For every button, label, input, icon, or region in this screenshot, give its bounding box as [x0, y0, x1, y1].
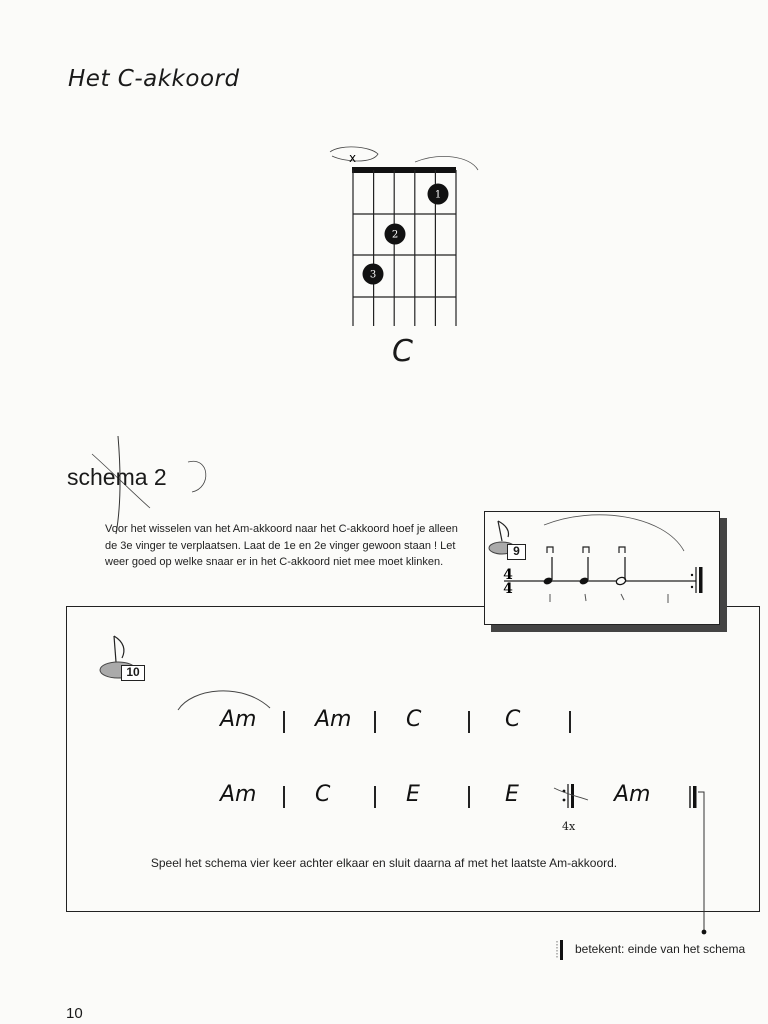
finger-number: 1: [434, 189, 442, 201]
strum-down-symbols: [547, 547, 625, 553]
muted-string-marker: x: [349, 151, 357, 165]
chord-symbol: Am: [315, 707, 352, 732]
repeat-sign: [552, 780, 592, 814]
track-number-badge: 10: [121, 665, 145, 681]
finger-number: 3: [369, 269, 377, 281]
track-number-badge: 9: [507, 544, 526, 560]
end-barline-symbol: [552, 938, 572, 962]
frets: [353, 214, 456, 297]
schema-intro: Voor het wisselen van het Am-akkoord naar het C-akkoord hoef je alleen de 3e vinger te verplaatsen. Laat de 1e en 2e vinger gewoon staan ! Let weer goed op welke snaar er in het C-akkoord niet mee moet klinken.: [105, 523, 458, 568]
barline: [283, 786, 285, 808]
chord-symbol: C: [505, 707, 521, 732]
leader-dot: [702, 930, 707, 935]
rhythm-notation: [484, 511, 720, 625]
chord-symbol: E: [505, 782, 519, 807]
repeat-end-barline: [691, 567, 703, 593]
chord-symbol: E: [406, 782, 420, 807]
chord-symbol: Am: [220, 782, 257, 807]
time-signature-top: 4: [503, 567, 513, 583]
barline: [468, 711, 470, 733]
chord-symbol: C: [315, 782, 331, 807]
finger-dot-3: [363, 264, 384, 285]
schema-title: schema 2: [67, 464, 167, 490]
pencil-scribble: [544, 515, 684, 551]
chord-symbol: Am: [220, 707, 257, 732]
quarter-note: [579, 557, 590, 586]
page-title: Het C-akkoord: [68, 66, 240, 92]
exercise-instruction: Speel het schema vier keer achter elkaar en sluit daarna af met het laatste Am-akkoord.: [150, 856, 618, 870]
time-signature-bottom: 4: [503, 581, 513, 597]
quarter-note: [543, 557, 554, 586]
repeat-count: 4x: [562, 820, 576, 833]
pencil-line: [188, 461, 206, 492]
barline: [468, 786, 470, 808]
barline: [283, 711, 285, 733]
chord-diagram: [320, 140, 490, 330]
chord-name: C: [392, 334, 413, 369]
final-chord-symbol: Am: [614, 782, 651, 807]
barline: [569, 711, 571, 733]
chord-symbol: C: [406, 707, 422, 732]
finger-dot-1: [428, 184, 449, 205]
finger-number: 2: [391, 229, 399, 241]
finger-dot-2: [385, 224, 406, 245]
nut: [352, 167, 456, 173]
barline: [374, 711, 376, 733]
barline: [374, 786, 376, 808]
pencil-count-marks: [550, 594, 668, 603]
page-number: 10: [66, 1005, 83, 1022]
half-note: [615, 557, 626, 586]
legend-text: betekent: einde van het schema: [575, 942, 746, 956]
